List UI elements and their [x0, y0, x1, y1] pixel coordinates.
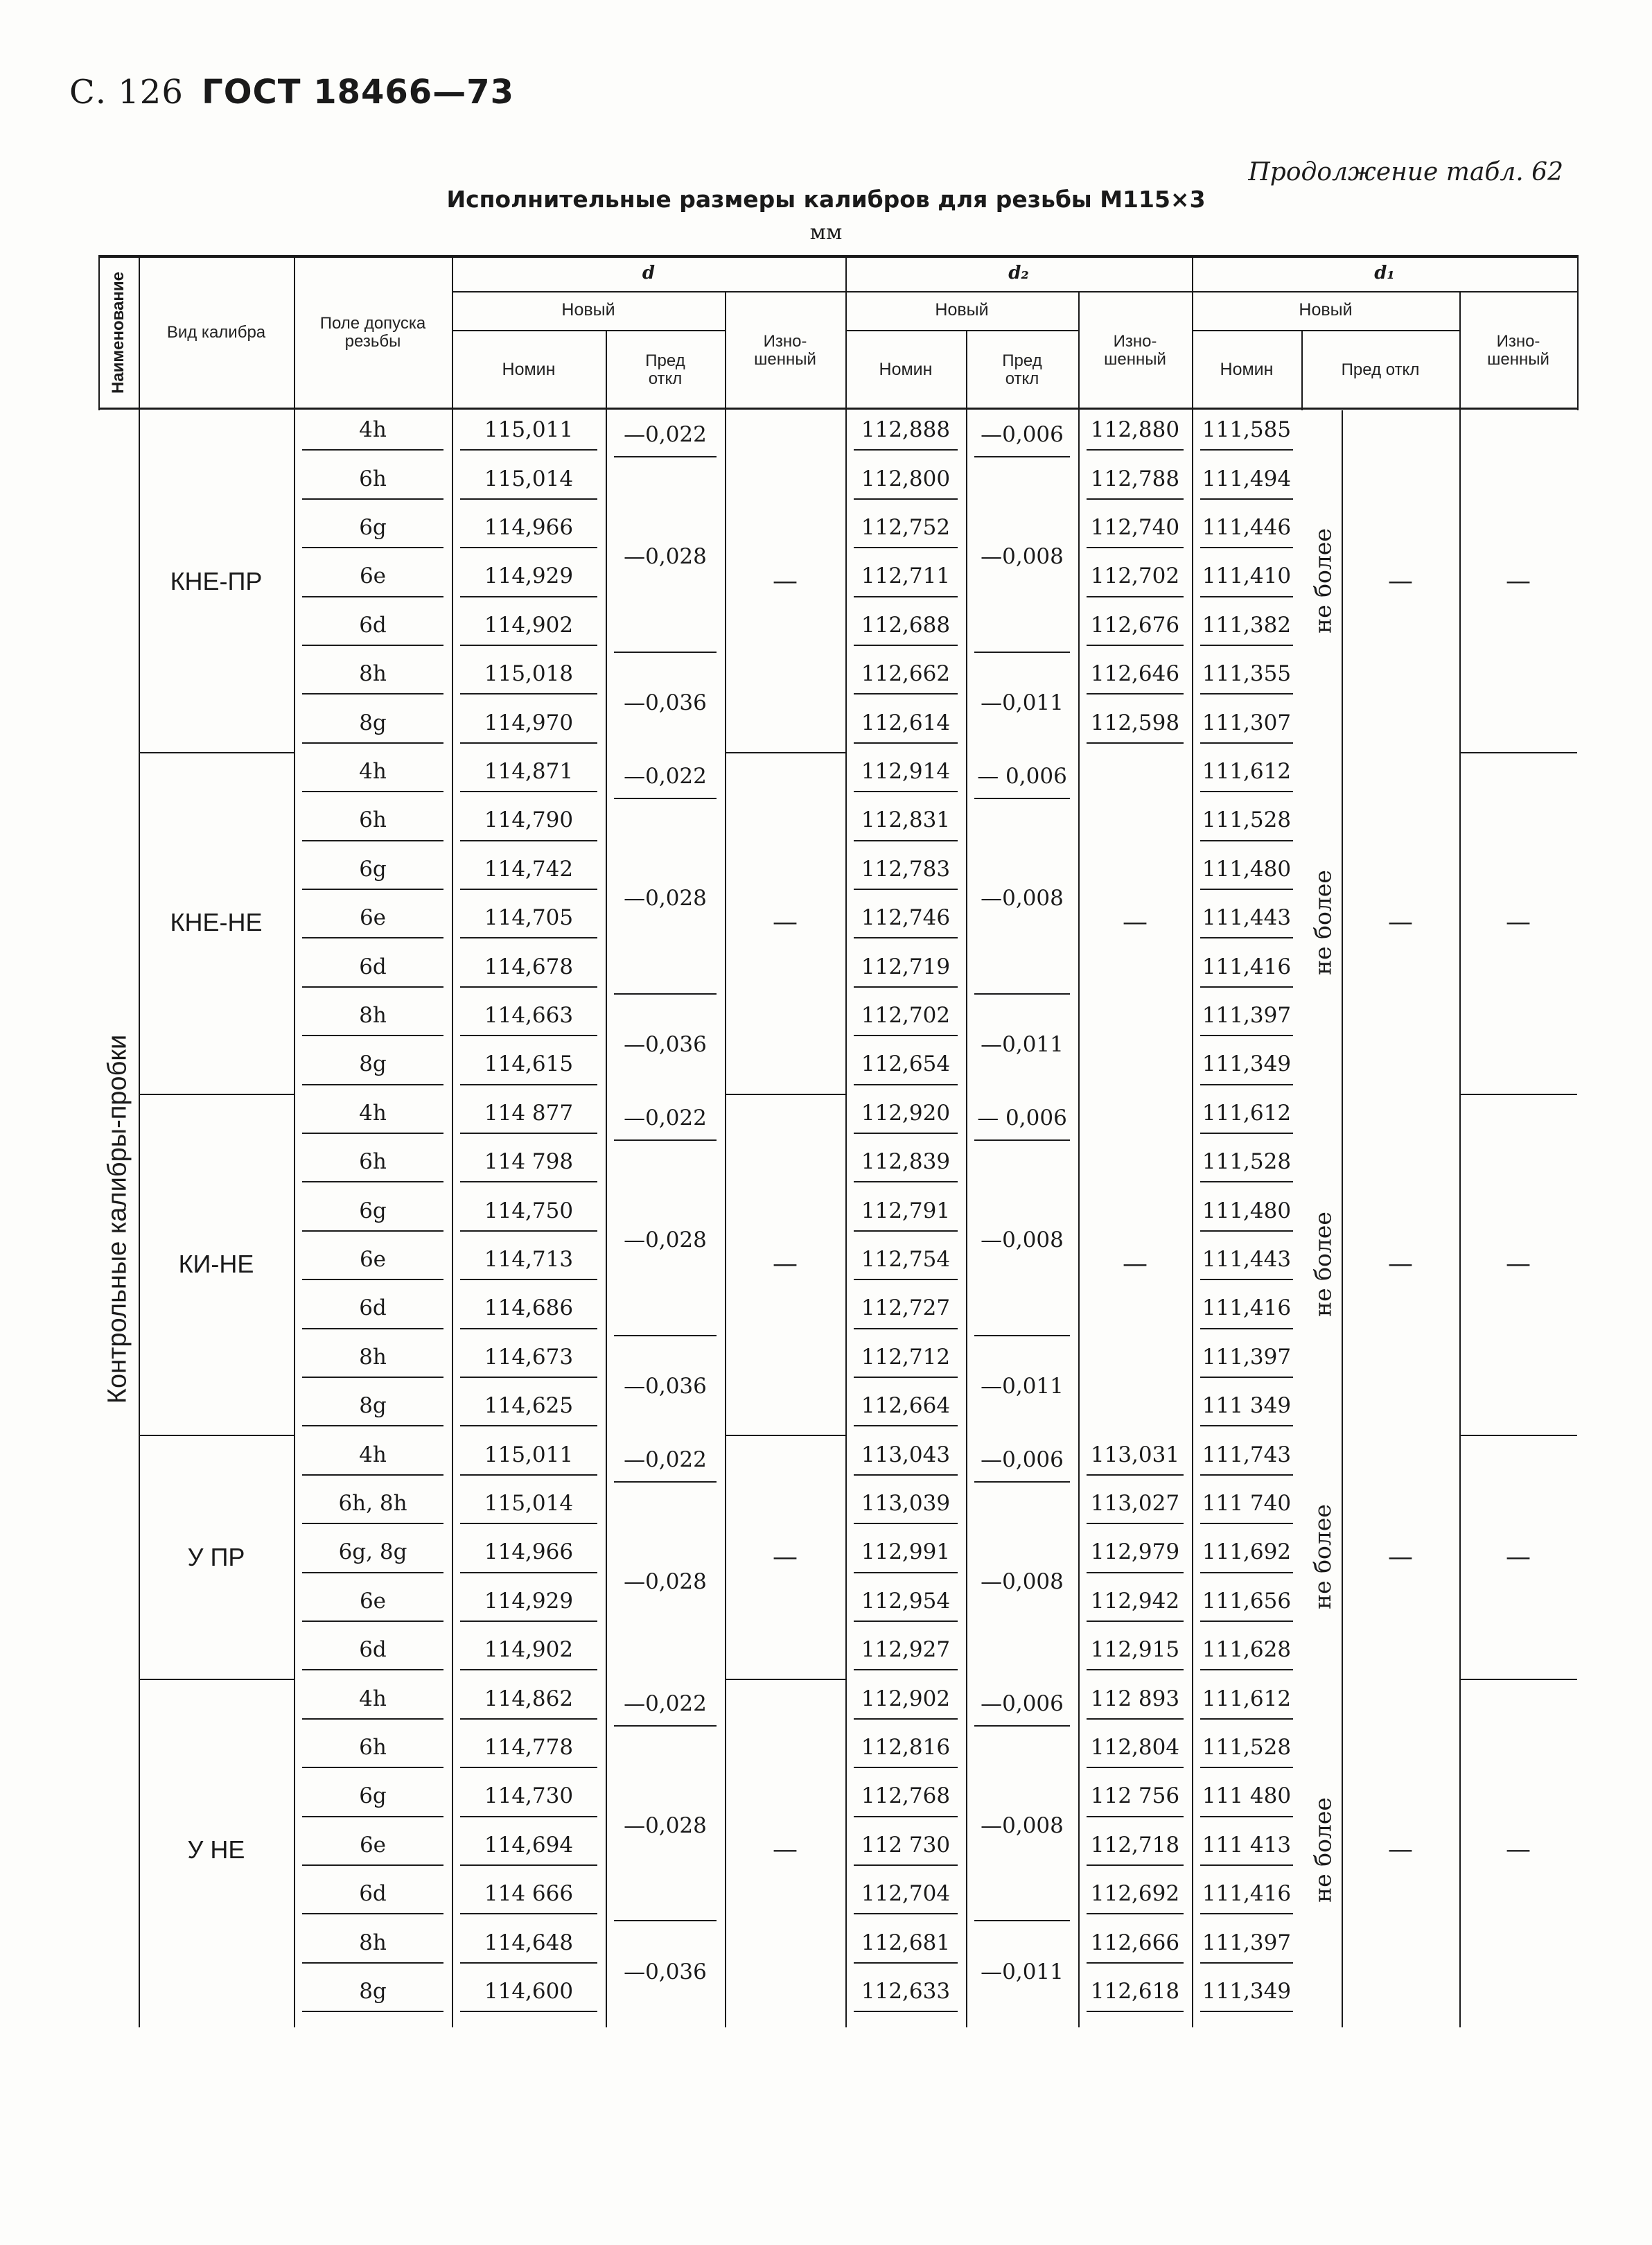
deviation-rule: [614, 652, 717, 653]
header-deviation: Пред откл: [1002, 351, 1042, 388]
d-worn-dash: —: [773, 908, 798, 937]
header-worn: Изно-шенный: [1487, 331, 1549, 369]
d-nominal: 114,790: [460, 801, 597, 841]
d2-nominal: 112,783: [854, 850, 958, 890]
d2-nominal: 112,752: [854, 508, 958, 548]
header-kind: Вид калибра: [166, 322, 266, 342]
d2-nominal: 112,791: [854, 1191, 958, 1231]
d1-nominal: 111,612: [1200, 1679, 1293, 1719]
d-worn-dash: —: [773, 1542, 798, 1571]
deviation-rule: [974, 456, 1070, 457]
d2-worn: 112,598: [1087, 703, 1184, 743]
d1-nominal: 111,494: [1200, 459, 1293, 499]
d-deviation: —0,028: [624, 544, 707, 570]
d2-nominal: 112,991: [854, 1532, 958, 1573]
header-deviation: Пред откл: [1341, 360, 1420, 379]
tolerance-field: 8h: [302, 1338, 443, 1378]
tolerance-field: 6h: [302, 801, 443, 841]
d-deviation: —0,028: [624, 1569, 707, 1594]
page-header: [69, 73, 514, 112]
d2-deviation: —0,006: [981, 422, 1064, 448]
d2-nominal: 112,768: [854, 1776, 958, 1817]
d2-deviation: —0,008: [981, 885, 1064, 911]
header-name: Наименование: [108, 271, 128, 394]
d2-nominal: 112,654: [854, 1045, 958, 1085]
d1-nominal: 111,585: [1200, 410, 1293, 451]
deviation-rule: [974, 1481, 1070, 1483]
d-nominal: 114,730: [460, 1776, 597, 1817]
d-nominal: 114,871: [460, 752, 597, 792]
d2-nominal: 112 730: [854, 1826, 958, 1866]
d-deviation: —0,022: [624, 763, 707, 789]
d2-nominal: 112,664: [854, 1386, 958, 1426]
tolerance-field: 6d: [302, 1289, 443, 1329]
page-label: С. 126: [69, 73, 184, 112]
deviation-rule: [974, 798, 1070, 799]
d-deviation: —0,036: [624, 1959, 707, 1984]
d2-deviation: —0,008: [981, 1227, 1064, 1252]
d-nominal: 114,678: [460, 947, 597, 987]
d-nominal: 115,014: [460, 1484, 597, 1524]
d-deviation: —0,028: [624, 1227, 707, 1252]
d2-worn: 112,804: [1087, 1728, 1184, 1768]
not-more-note: не более: [1308, 870, 1336, 976]
d2-nominal: 113,043: [854, 1435, 958, 1475]
d2-deviation: —0,011: [981, 690, 1064, 716]
d2-nominal: 112,688: [854, 606, 958, 646]
header-column-rule: [1577, 255, 1579, 410]
d1-deviation-dash: —: [1388, 908, 1413, 937]
d-nominal: 114,778: [460, 1728, 597, 1768]
d1-nominal: 111,528: [1200, 801, 1293, 841]
d2-nominal: 112,920: [854, 1094, 958, 1134]
d1-nominal: 111 413: [1200, 1826, 1293, 1866]
d1-nominal: 111,692: [1200, 1532, 1293, 1573]
d1-nominal: 111,528: [1200, 1142, 1293, 1182]
d2-deviation: —0,011: [981, 1959, 1064, 1984]
body-column-rule: [294, 410, 295, 2027]
d2-worn: 112,718: [1087, 1826, 1184, 1866]
tolerance-field: 8h: [302, 654, 443, 695]
d-nominal: 114,673: [460, 1338, 597, 1378]
header-d1: d₁: [1374, 262, 1395, 283]
d-nominal: 115,018: [460, 654, 597, 695]
d1-nominal: 111,443: [1200, 1240, 1293, 1280]
d1-worn-dash: —: [1506, 1542, 1531, 1571]
d2-nominal: 112,888: [854, 410, 958, 451]
d-worn-dash: —: [773, 1250, 798, 1279]
gauge-kind-name: КИ-НЕ: [178, 1250, 254, 1279]
standard-number: ГОСТ 18466—73: [202, 73, 514, 112]
d-nominal: 114,694: [460, 1826, 597, 1866]
d2-nominal: 112,681: [854, 1923, 958, 1963]
body-column-rule: [1192, 410, 1193, 2027]
d2-worn: 113,027: [1087, 1484, 1184, 1524]
d2-deviation: —0,006: [981, 1691, 1064, 1716]
d-nominal: 114,615: [460, 1045, 597, 1085]
d1-nominal: 111 740: [1200, 1484, 1293, 1524]
tolerance-field: 6h, 8h: [302, 1484, 443, 1524]
d-deviation: —0,028: [624, 1812, 707, 1838]
table-continuation: Продолжение табл. 62: [1248, 158, 1563, 186]
d2-worn: 112,692: [1087, 1874, 1184, 1914]
d1-nominal: 111,416: [1200, 1874, 1293, 1914]
d2-worn: 112,740: [1087, 508, 1184, 548]
d1-nominal: 111,307: [1200, 703, 1293, 743]
deviation-rule: [614, 993, 717, 995]
d2-nominal: 112,800: [854, 459, 958, 499]
d1-nominal: 111,416: [1200, 947, 1293, 987]
d-nominal: 115,011: [460, 1435, 597, 1475]
d2-worn: 112,618: [1087, 1972, 1184, 2012]
d2-deviation: — 0,006: [977, 763, 1067, 789]
d1-nominal: 111,656: [1200, 1582, 1293, 1622]
d1-nominal: 111,397: [1200, 996, 1293, 1036]
d-deviation: —0,022: [624, 422, 707, 448]
d2-nominal: 112,719: [854, 947, 958, 987]
d-nominal: 114,648: [460, 1923, 597, 1963]
d1-nominal: 111,743: [1200, 1435, 1293, 1475]
d1-nominal: 111,612: [1200, 752, 1293, 792]
d2-nominal: 112,954: [854, 1582, 958, 1622]
tolerance-field: 6d: [302, 1874, 443, 1914]
d2-nominal: 112,633: [854, 1972, 958, 2012]
not-more-note: не более: [1308, 528, 1336, 634]
not-more-note: не более: [1308, 1504, 1336, 1610]
d2-nominal: 112,711: [854, 557, 958, 597]
tolerance-field: 8g: [302, 1972, 443, 2012]
header-worn: Изно-шенный: [754, 331, 816, 369]
d1-deviation-dash: —: [1388, 566, 1413, 595]
header-new: Новый: [1299, 300, 1353, 320]
d1-nominal: 111,349: [1200, 1045, 1293, 1085]
d2-worn: 112,942: [1087, 1582, 1184, 1622]
d2-deviation: — 0,006: [977, 1105, 1067, 1130]
deviation-rule: [614, 1335, 717, 1336]
d2-worn: 112,702: [1087, 557, 1184, 597]
d2-nominal: 112,816: [854, 1728, 958, 1768]
d1-nominal: 111,382: [1200, 606, 1293, 646]
tolerance-field: 8g: [302, 1045, 443, 1085]
d-nominal: 114,705: [460, 898, 597, 938]
tolerance-field: 6e: [302, 1582, 443, 1622]
d2-nominal: 112,712: [854, 1338, 958, 1378]
d2-nominal: 112,902: [854, 1679, 958, 1719]
d-nominal: 114 877: [460, 1094, 597, 1134]
d2-nominal: 112,839: [854, 1142, 958, 1182]
d1-nominal: 111,528: [1200, 1728, 1293, 1768]
table-caption: Исполнительные размеры калибров для резьбы М115×3: [446, 186, 1206, 213]
d1-nominal: 111,355: [1200, 654, 1293, 695]
body-column-rule: [966, 410, 967, 2027]
deviation-rule: [614, 1920, 717, 1921]
header-new: Новый: [561, 300, 615, 320]
d-nominal: 114,862: [460, 1679, 597, 1719]
d2-deviation: —0,011: [981, 1373, 1064, 1399]
tolerance-field: 4h: [302, 1094, 443, 1134]
header-worn: Изно-шенный: [1104, 331, 1166, 369]
d2-deviation: —0,008: [981, 544, 1064, 570]
d2-worn: 112,646: [1087, 654, 1184, 695]
d1-nominal: 111,397: [1200, 1923, 1293, 1963]
d1-worn-dash: —: [1506, 1835, 1531, 1864]
d-nominal: 114,625: [460, 1386, 597, 1426]
d2-nominal: 112,614: [854, 703, 958, 743]
d2-deviation: —0,008: [981, 1569, 1064, 1594]
header-d2: d₂: [1008, 262, 1029, 283]
d1-nominal: 111,443: [1200, 898, 1293, 938]
side-label-control-plugs: Контрольные калибры-пробки: [103, 1034, 133, 1404]
d-nominal: 114,600: [460, 1972, 597, 2012]
d-deviation: —0,036: [624, 690, 707, 716]
d1-nominal: 111,349: [1200, 1972, 1293, 2012]
tolerance-field: 6h: [302, 459, 443, 499]
d-nominal: 114,970: [460, 703, 597, 743]
tolerance-field: 6d: [302, 606, 443, 646]
tolerance-field: 4h: [302, 410, 443, 451]
tolerance-field: 6e: [302, 1240, 443, 1280]
tolerance-field: 6e: [302, 1826, 443, 1866]
d2-worn-dash: —: [1123, 908, 1148, 937]
d1-nominal: 111,410: [1200, 557, 1293, 597]
tolerance-field: 8g: [302, 703, 443, 743]
d2-nominal: 112,831: [854, 801, 958, 841]
body-column-rule: [452, 410, 453, 2027]
d2-nominal: 112,746: [854, 898, 958, 938]
deviation-rule: [614, 1139, 717, 1141]
deviation-rule: [974, 1725, 1070, 1727]
header-nominal: Номин: [879, 360, 933, 380]
d-nominal: 114,686: [460, 1289, 597, 1329]
header-tolerance-field: Поле допуска резьбы: [319, 313, 426, 351]
body-column-rule: [845, 410, 847, 2027]
deviation-rule: [614, 1481, 717, 1483]
d-nominal: 114,966: [460, 508, 597, 548]
d1-nominal: 111,480: [1200, 850, 1293, 890]
d1-nominal: 111,397: [1200, 1338, 1293, 1378]
d-nominal: 114 798: [460, 1142, 597, 1182]
d-nominal: 115,014: [460, 459, 597, 499]
deviation-rule: [974, 1920, 1070, 1921]
gauge-kind-name: У ПР: [187, 1542, 245, 1571]
d1-worn-dash: —: [1506, 1250, 1531, 1279]
d2-nominal: 112,727: [854, 1289, 958, 1329]
d2-worn: 112,676: [1087, 606, 1184, 646]
gauge-kind-name: КНЕ-ПР: [170, 566, 263, 595]
body-column-rule: [606, 410, 607, 2027]
deviation-rule: [974, 652, 1070, 653]
d-nominal: 114,902: [460, 1630, 597, 1670]
tolerance-field: 4h: [302, 1679, 443, 1719]
d2-nominal: 112,662: [854, 654, 958, 695]
tolerance-field: 8g: [302, 1386, 443, 1426]
tolerance-field: 6g: [302, 1191, 443, 1231]
d2-nominal: 112,704: [854, 1874, 958, 1914]
gauge-kind-name: КНЕ-НЕ: [170, 908, 263, 937]
d1-deviation-dash: —: [1388, 1250, 1413, 1279]
header-d: d: [642, 262, 656, 283]
d2-deviation: —0,008: [981, 1812, 1064, 1838]
d2-worn: 112,666: [1087, 1923, 1184, 1963]
d2-worn: 112 756: [1087, 1776, 1184, 1817]
tolerance-field: 6h: [302, 1142, 443, 1182]
d1-nominal: 111 480: [1200, 1776, 1293, 1817]
d-nominal: 115,011: [460, 410, 597, 451]
d1-nominal: 111,416: [1200, 1289, 1293, 1329]
d1-nominal: 111,446: [1200, 508, 1293, 548]
d-deviation: —0,022: [624, 1105, 707, 1130]
d2-nominal: 112,754: [854, 1240, 958, 1280]
d-nominal: 114,663: [460, 996, 597, 1036]
tolerance-field: 4h: [302, 752, 443, 792]
tolerance-field: 8h: [302, 996, 443, 1036]
d-nominal: 114,902: [460, 606, 597, 646]
deviation-rule: [974, 993, 1070, 995]
d-nominal: 114,750: [460, 1191, 597, 1231]
header-nominal: Номин: [1220, 360, 1274, 380]
not-more-note: не более: [1308, 1212, 1336, 1317]
d-deviation: —0,036: [624, 1373, 707, 1399]
deviation-rule: [614, 1725, 717, 1727]
not-more-note: не более: [1308, 1797, 1336, 1903]
d2-worn: 112,915: [1087, 1630, 1184, 1670]
d1-nominal: 111,480: [1200, 1191, 1293, 1231]
tolerance-field: 4h: [302, 1435, 443, 1475]
deviation-rule: [974, 1139, 1070, 1141]
d2-worn: 112,880: [1087, 410, 1184, 451]
d2-deviation: —0,006: [981, 1447, 1064, 1472]
d-nominal: 114,929: [460, 557, 597, 597]
tolerance-field: 8h: [302, 1923, 443, 1963]
d2-nominal: 112,914: [854, 752, 958, 792]
gauge-kind-name: У НЕ: [187, 1835, 245, 1864]
d1-deviation-dash: —: [1388, 1542, 1413, 1571]
d2-worn: 112 893: [1087, 1679, 1184, 1719]
d-nominal: 114,713: [460, 1240, 597, 1280]
d1-nominal: 111 349: [1200, 1386, 1293, 1426]
d-worn-dash: —: [773, 1835, 798, 1864]
d1-nominal: 111,628: [1200, 1630, 1293, 1670]
tolerance-field: 6d: [302, 947, 443, 987]
d-nominal: 114 666: [460, 1874, 597, 1914]
d2-worn: 112,788: [1087, 459, 1184, 499]
tolerance-field: 6e: [302, 898, 443, 938]
d2-worn-dash: —: [1123, 1250, 1148, 1279]
d1-worn-dash: —: [1506, 908, 1531, 937]
d2-nominal: 112,927: [854, 1630, 958, 1670]
tolerance-field: 6h: [302, 1728, 443, 1768]
tolerance-field: 6g: [302, 1776, 443, 1817]
header-new: Новый: [935, 300, 989, 320]
d-nominal: 114,929: [460, 1582, 597, 1622]
d-nominal: 114,966: [460, 1532, 597, 1573]
tolerance-field: 6d: [302, 1630, 443, 1670]
header-deviation: Пред откл: [645, 351, 685, 388]
d-deviation: —0,022: [624, 1691, 707, 1716]
d-deviation: —0,036: [624, 1032, 707, 1058]
d-worn-dash: —: [773, 566, 798, 595]
tolerance-field: 6g: [302, 850, 443, 890]
deviation-rule: [974, 1335, 1070, 1336]
d2-deviation: —0,011: [981, 1032, 1064, 1058]
d2-nominal: 113,039: [854, 1484, 958, 1524]
deviation-rule: [614, 456, 717, 457]
tolerance-field: 6e: [302, 557, 443, 597]
d2-worn: 113,031: [1087, 1435, 1184, 1475]
d-deviation: —0,022: [624, 1447, 707, 1472]
d1-worn-dash: —: [1506, 566, 1531, 595]
d2-nominal: 112,702: [854, 996, 958, 1036]
d1-deviation-dash: —: [1388, 1835, 1413, 1864]
deviation-rule: [614, 798, 717, 799]
tolerance-field: 6g: [302, 508, 443, 548]
d1-nominal: 111,612: [1200, 1094, 1293, 1134]
tolerance-field: 6g, 8g: [302, 1532, 443, 1573]
d2-worn: 112,979: [1087, 1532, 1184, 1573]
d-deviation: —0,028: [624, 885, 707, 911]
table-units: мм: [809, 220, 843, 245]
d-nominal: 114,742: [460, 850, 597, 890]
header-nominal: Номин: [502, 360, 556, 380]
